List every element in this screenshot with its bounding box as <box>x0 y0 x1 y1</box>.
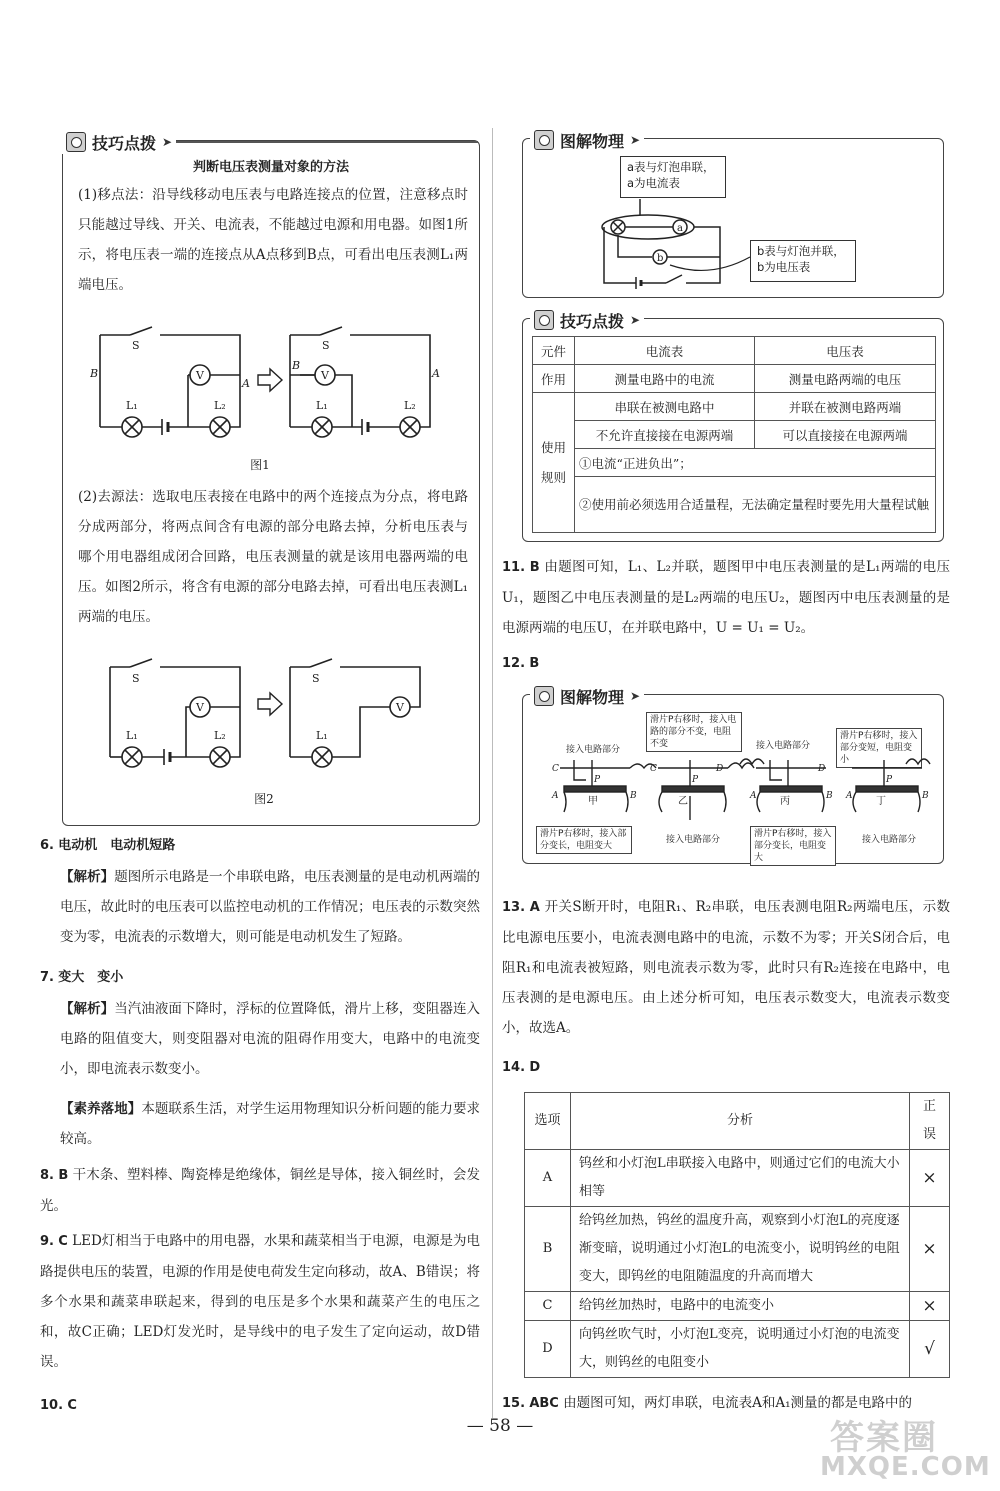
rheostat-name-jia: 甲 <box>588 796 598 807</box>
q7-literacy-tag: 【素养落地】 <box>60 1101 142 1117</box>
ding-terminal-p: P <box>886 775 893 785</box>
q14-row-a-mark: × <box>910 1150 950 1207</box>
table-row-use-label: 作用 <box>533 365 575 393</box>
table-head-voltmeter: 电压表 <box>755 337 936 365</box>
q14-row-b-mark: × <box>910 1207 950 1292</box>
fig2-lamp1-right: L₁ <box>316 729 328 742</box>
analysis-7 <box>60 994 480 1084</box>
right-tip-header-label: 技巧点拨 <box>560 311 625 331</box>
table-rule1-ammeter: 串联在被测电路中 <box>575 393 755 421</box>
q14-head-option: 选项 <box>525 1093 571 1150</box>
q14-row-a-option: A <box>525 1150 571 1207</box>
fig2-switch-left: S <box>132 672 140 685</box>
literacy-7 <box>60 1094 480 1154</box>
diagram-icon <box>534 686 554 706</box>
tip-icon <box>66 132 86 152</box>
table-rule4: ②使用前必须选用合适量程，无法确定量程时要先用大量程试触 <box>575 477 936 533</box>
q7-number: 7. <box>40 970 54 985</box>
table-use-ammeter: 测量电路中的电流 <box>575 365 755 393</box>
q15-number: 15. <box>502 1396 526 1411</box>
answer-13 <box>502 892 950 1043</box>
answer-12 <box>502 648 950 679</box>
q12-number: 12. <box>502 656 526 671</box>
diagram1-label-b: b <box>657 253 664 264</box>
answer-8 <box>40 1160 480 1221</box>
fig1-voltmeter-label-right: V <box>321 369 329 382</box>
q10-number: 10. <box>40 1398 64 1413</box>
fig1-point-a-right: A <box>432 367 440 380</box>
q14-row-d-text: 向钨丝吹气时，小灯泡L变亮，说明通过小灯泡的电流变大，则钨丝的电阻变小 <box>571 1321 910 1378</box>
figure-2-circuits <box>100 655 440 775</box>
q15-text: 由题图可知，两灯串联，电流表A和A₁测量的都是电路中的 <box>563 1395 913 1411</box>
rheostat-note-top-1: 滑片P右移时，接入电路的部分不变，电阻不变 <box>646 712 742 752</box>
rheostat-name-yi: 乙 <box>678 796 688 807</box>
jia-terminal-b: B <box>630 791 637 801</box>
fig1-switch-label-right: S <box>322 339 330 352</box>
meter-comparison-table <box>532 336 936 533</box>
answer-11 <box>502 552 950 643</box>
yi-terminal-c: C <box>650 764 657 774</box>
table-rule1-voltmeter: 并联在被测电路两端 <box>755 393 936 421</box>
q8-text: 干木条、塑料棒、陶瓷棒是绝缘体，铜丝是导体，接入铜丝时，会发光。 <box>40 1167 480 1214</box>
rheostat-note-bottom-1: 滑片P右移时，接入部分变长，电阻变大 <box>536 826 632 854</box>
q7-analysis-text: 当汽油液面下降时，浮标的位置降低，滑片上移，变阻器连入电路的阻值变大，则变阻器对电流的阻碍作用变大，电路中的电流变小，即电流表示数变小。 <box>60 1001 481 1077</box>
bing-terminal-d: D <box>818 764 826 774</box>
ding-terminal-b: B <box>922 791 929 801</box>
left-tip-header-label: 技巧点拨 <box>92 133 157 153</box>
yi-terminal-p: P <box>692 775 699 785</box>
fig1-point-b-right: B <box>292 359 301 372</box>
q10-answer: C <box>67 1398 77 1413</box>
answer-6 <box>40 830 480 861</box>
fig2-voltmeter-left: V <box>196 701 204 714</box>
access-label-4: 接入电路部分 <box>862 835 917 845</box>
answer-7 <box>40 962 480 993</box>
page-number: — 58 — <box>466 1416 534 1436</box>
ding-terminal-a: A <box>846 791 853 801</box>
access-label-2: 接入电路部分 <box>666 835 721 845</box>
right-diagram2-header <box>530 684 644 708</box>
bing-terminal-a: A <box>750 791 757 801</box>
jia-terminal-a: A <box>552 791 559 801</box>
q14-row-b-option: B <box>525 1207 571 1292</box>
q14-row-a-text: 钨丝和小灯泡L串联接入电路中，则通过它们的电流大小相等 <box>571 1150 910 1207</box>
q7-analysis-tag: 【解析】 <box>60 1001 115 1017</box>
watermark-logo: 答案圈 <box>830 1418 938 1458</box>
left-tip-method2: (2)去源法：选取电压表接在电路中的两个连接点为分点，将电路分成两部分，将两点间含有电源的部分电路去掉，分析电压表与哪个用电器组成闭合回路，电压表测量的就是该用电器两端的电压。如图2所示，将含有电源的部分电路去掉，可看出电压表测L₁两端的电压。 <box>78 489 468 625</box>
column-divider <box>492 128 493 1418</box>
access-label-3: 接入电路部分 <box>756 741 811 751</box>
arrow-icon: ➤ <box>162 135 173 149</box>
q13-answer: A <box>529 900 540 915</box>
note-voltmeter: b表与灯泡并联，b为电压表 <box>750 240 856 282</box>
q9-number: 9. <box>40 1234 54 1249</box>
rheostat-name-ding: 丁 <box>876 796 886 807</box>
watermark-url: MXQE.COM <box>820 1452 991 1482</box>
q9-text: LED灯相当于电路中的用电器，水果和蔬菜相当于电源，电源是为电路提供电压的装置，电源的作用是使电荷发生定向移动，故A、B错误；将多个水果和蔬菜串联起来，得到的电压是多个水果和蔬菜产生的电压之和，故C正确；LED灯发光时，是导线中的电子发生了定向运动，故D错误。 <box>40 1233 481 1370</box>
q8-number: 8. <box>40 1168 54 1183</box>
q7-answer: 变大 变小 <box>58 970 124 985</box>
fig2-switch-right: S <box>312 672 320 685</box>
q7-literacy-text: 本题联系生活，对学生运用物理知识分析问题的能力要求较高。 <box>60 1101 481 1147</box>
q6-answer: 电动机 电动机短路 <box>58 838 176 853</box>
q14-head-analysis: 分析 <box>571 1093 910 1150</box>
jia-terminal-p: P <box>594 775 601 785</box>
right-diagram1-header <box>530 128 644 152</box>
answer-14 <box>502 1052 950 1083</box>
fig1-switch-label-left: S <box>132 339 140 352</box>
q14-head-judgement: 正误 <box>910 1093 950 1150</box>
table-head-element: 元件 <box>533 337 575 365</box>
fig1-lamp1-left: L₁ <box>126 399 138 412</box>
q14-row-c-text: 给钨丝加热时，电路中的电流变小 <box>571 1292 910 1321</box>
rheostat-note-bottom-2: 滑片P右移时，接入部分变长，电阻变大 <box>750 826 836 866</box>
table-rule3: ①电流“正进负出”； <box>575 449 936 477</box>
q11-answer: B <box>529 560 540 575</box>
q13-text: 开关S断开时，电阻R₁、R₂串联，电压表测电阻R₂两端电压，示数比电源电压要小，电流表测电路中的电流，示数不为零；开关S闭合后，电阻R₁和电流表被短路，则电流表示数为零，此时只有R₂连接在电路中，电压表测的是电源电压。由上述分析可知，电压表示数变大，电流表示数变小，故选A。 <box>502 899 951 1036</box>
tip-icon <box>534 310 554 330</box>
rheostat-name-bing: 丙 <box>780 796 790 807</box>
q8-answer: B <box>58 1168 69 1183</box>
rheostat-note-top-2: 滑片P右移时，接入部分变短，电阻变小 <box>836 728 922 768</box>
q14-row-b-text: 给钨丝加热，钨丝的温度升高，观察到小灯泡L的亮度逐渐变暗，说明通过小灯泡L的电流变小，说明钨丝的电阻变大，即钨丝的电阻随温度的升高而增大 <box>571 1207 910 1292</box>
q6-analysis-text: 题图所示电路是一个串联电路，电压表测量的是电动机两端的电压，故此时的电压表可以监控电动机的工作情况；电压表的示数突然变为零，电流表的示数增大，则可能是电动机发生了短路。 <box>60 869 481 945</box>
q13-number: 13. <box>502 900 526 915</box>
jia-terminal-c: C <box>552 764 559 774</box>
answer-9 <box>40 1226 480 1377</box>
figure-1-circuits <box>90 325 450 455</box>
q14-number: 14. <box>502 1060 526 1075</box>
diagram1-circuit <box>600 195 760 295</box>
q14-analysis-table <box>524 1092 950 1378</box>
fig1-lamp2-left: L₂ <box>214 399 226 412</box>
q14-row-c-option: C <box>525 1292 571 1321</box>
table-row-rules-label: 使用规则 <box>533 393 575 533</box>
yi-terminal-d: D <box>716 764 724 774</box>
left-tip-method1: (1)移点法：沿导线移动电压表与电路连接点的位置，注意移点时只能越过导线、开关、电流表，不能越过电源和用电器。如图1所示，将电压表一端的连接点从A点移到B点，可看出电压表测L₁两端电压。 <box>78 187 468 293</box>
q11-number: 11. <box>502 560 526 575</box>
access-label-1: 接入电路部分 <box>566 745 621 755</box>
rheostat-diagrams <box>530 756 940 824</box>
figure-2-caption: 图2 <box>254 792 274 806</box>
fig1-voltmeter-label-left: V <box>196 369 204 382</box>
right-tip-header <box>530 308 644 332</box>
q11-text: 由题图可知，L₁、L₂并联，题图甲中电压表测量的是L₁两端的电压U₁，题图乙中电压表测量的是L₂两端的电压U₂，题图丙中电压表测量的是电源两端的电压U，在并联电路中，U = U₁ = U₂。 <box>502 559 950 636</box>
q14-row-c-mark: × <box>910 1292 950 1321</box>
fig2-lamp2-left: L₂ <box>214 729 226 742</box>
fig1-lamp1-right: L₁ <box>316 399 328 412</box>
figure-1-caption: 图1 <box>250 458 270 472</box>
analysis-6 <box>60 862 480 952</box>
fig1-point-b-left: B <box>90 367 99 380</box>
note-ammeter: a表与灯泡串联，a为电流表 <box>620 156 726 198</box>
left-tip-title: 判断电压表测量对象的方法 <box>192 160 349 175</box>
q14-row-d-mark: √ <box>910 1321 950 1378</box>
q12-answer: B <box>529 656 540 671</box>
arrow-icon: ➤ <box>630 689 641 703</box>
fig1-point-a: A <box>242 377 250 390</box>
table-rule2-ammeter: 不允许直接接在电源两端 <box>575 421 755 449</box>
left-tip-header <box>62 130 176 154</box>
q9-answer: C <box>58 1234 68 1249</box>
table-head-ammeter: 电流表 <box>575 337 755 365</box>
fig2-voltmeter-right: V <box>396 701 404 714</box>
right-diagram1-header-label: 图解物理 <box>560 131 625 151</box>
fig1-lamp2-right: L₂ <box>404 399 416 412</box>
arrow-icon: ➤ <box>630 133 641 147</box>
right-diagram2-header-label: 图解物理 <box>560 687 625 707</box>
diagram-icon <box>534 130 554 150</box>
arrow-icon: ➤ <box>630 313 641 327</box>
table-rule2-voltmeter: 可以直接接在电源两端 <box>755 421 936 449</box>
table-use-voltmeter: 测量电路两端的电压 <box>755 365 936 393</box>
q14-answer: D <box>529 1060 541 1075</box>
q6-number: 6. <box>40 838 54 853</box>
fig2-lamp1-left: L₁ <box>126 729 138 742</box>
q6-analysis-tag: 【解析】 <box>60 869 115 885</box>
bing-terminal-b: B <box>826 791 833 801</box>
q15-answer: ABC <box>529 1396 559 1411</box>
q14-row-d-option: D <box>525 1321 571 1378</box>
diagram1-label-a: a <box>677 223 683 234</box>
